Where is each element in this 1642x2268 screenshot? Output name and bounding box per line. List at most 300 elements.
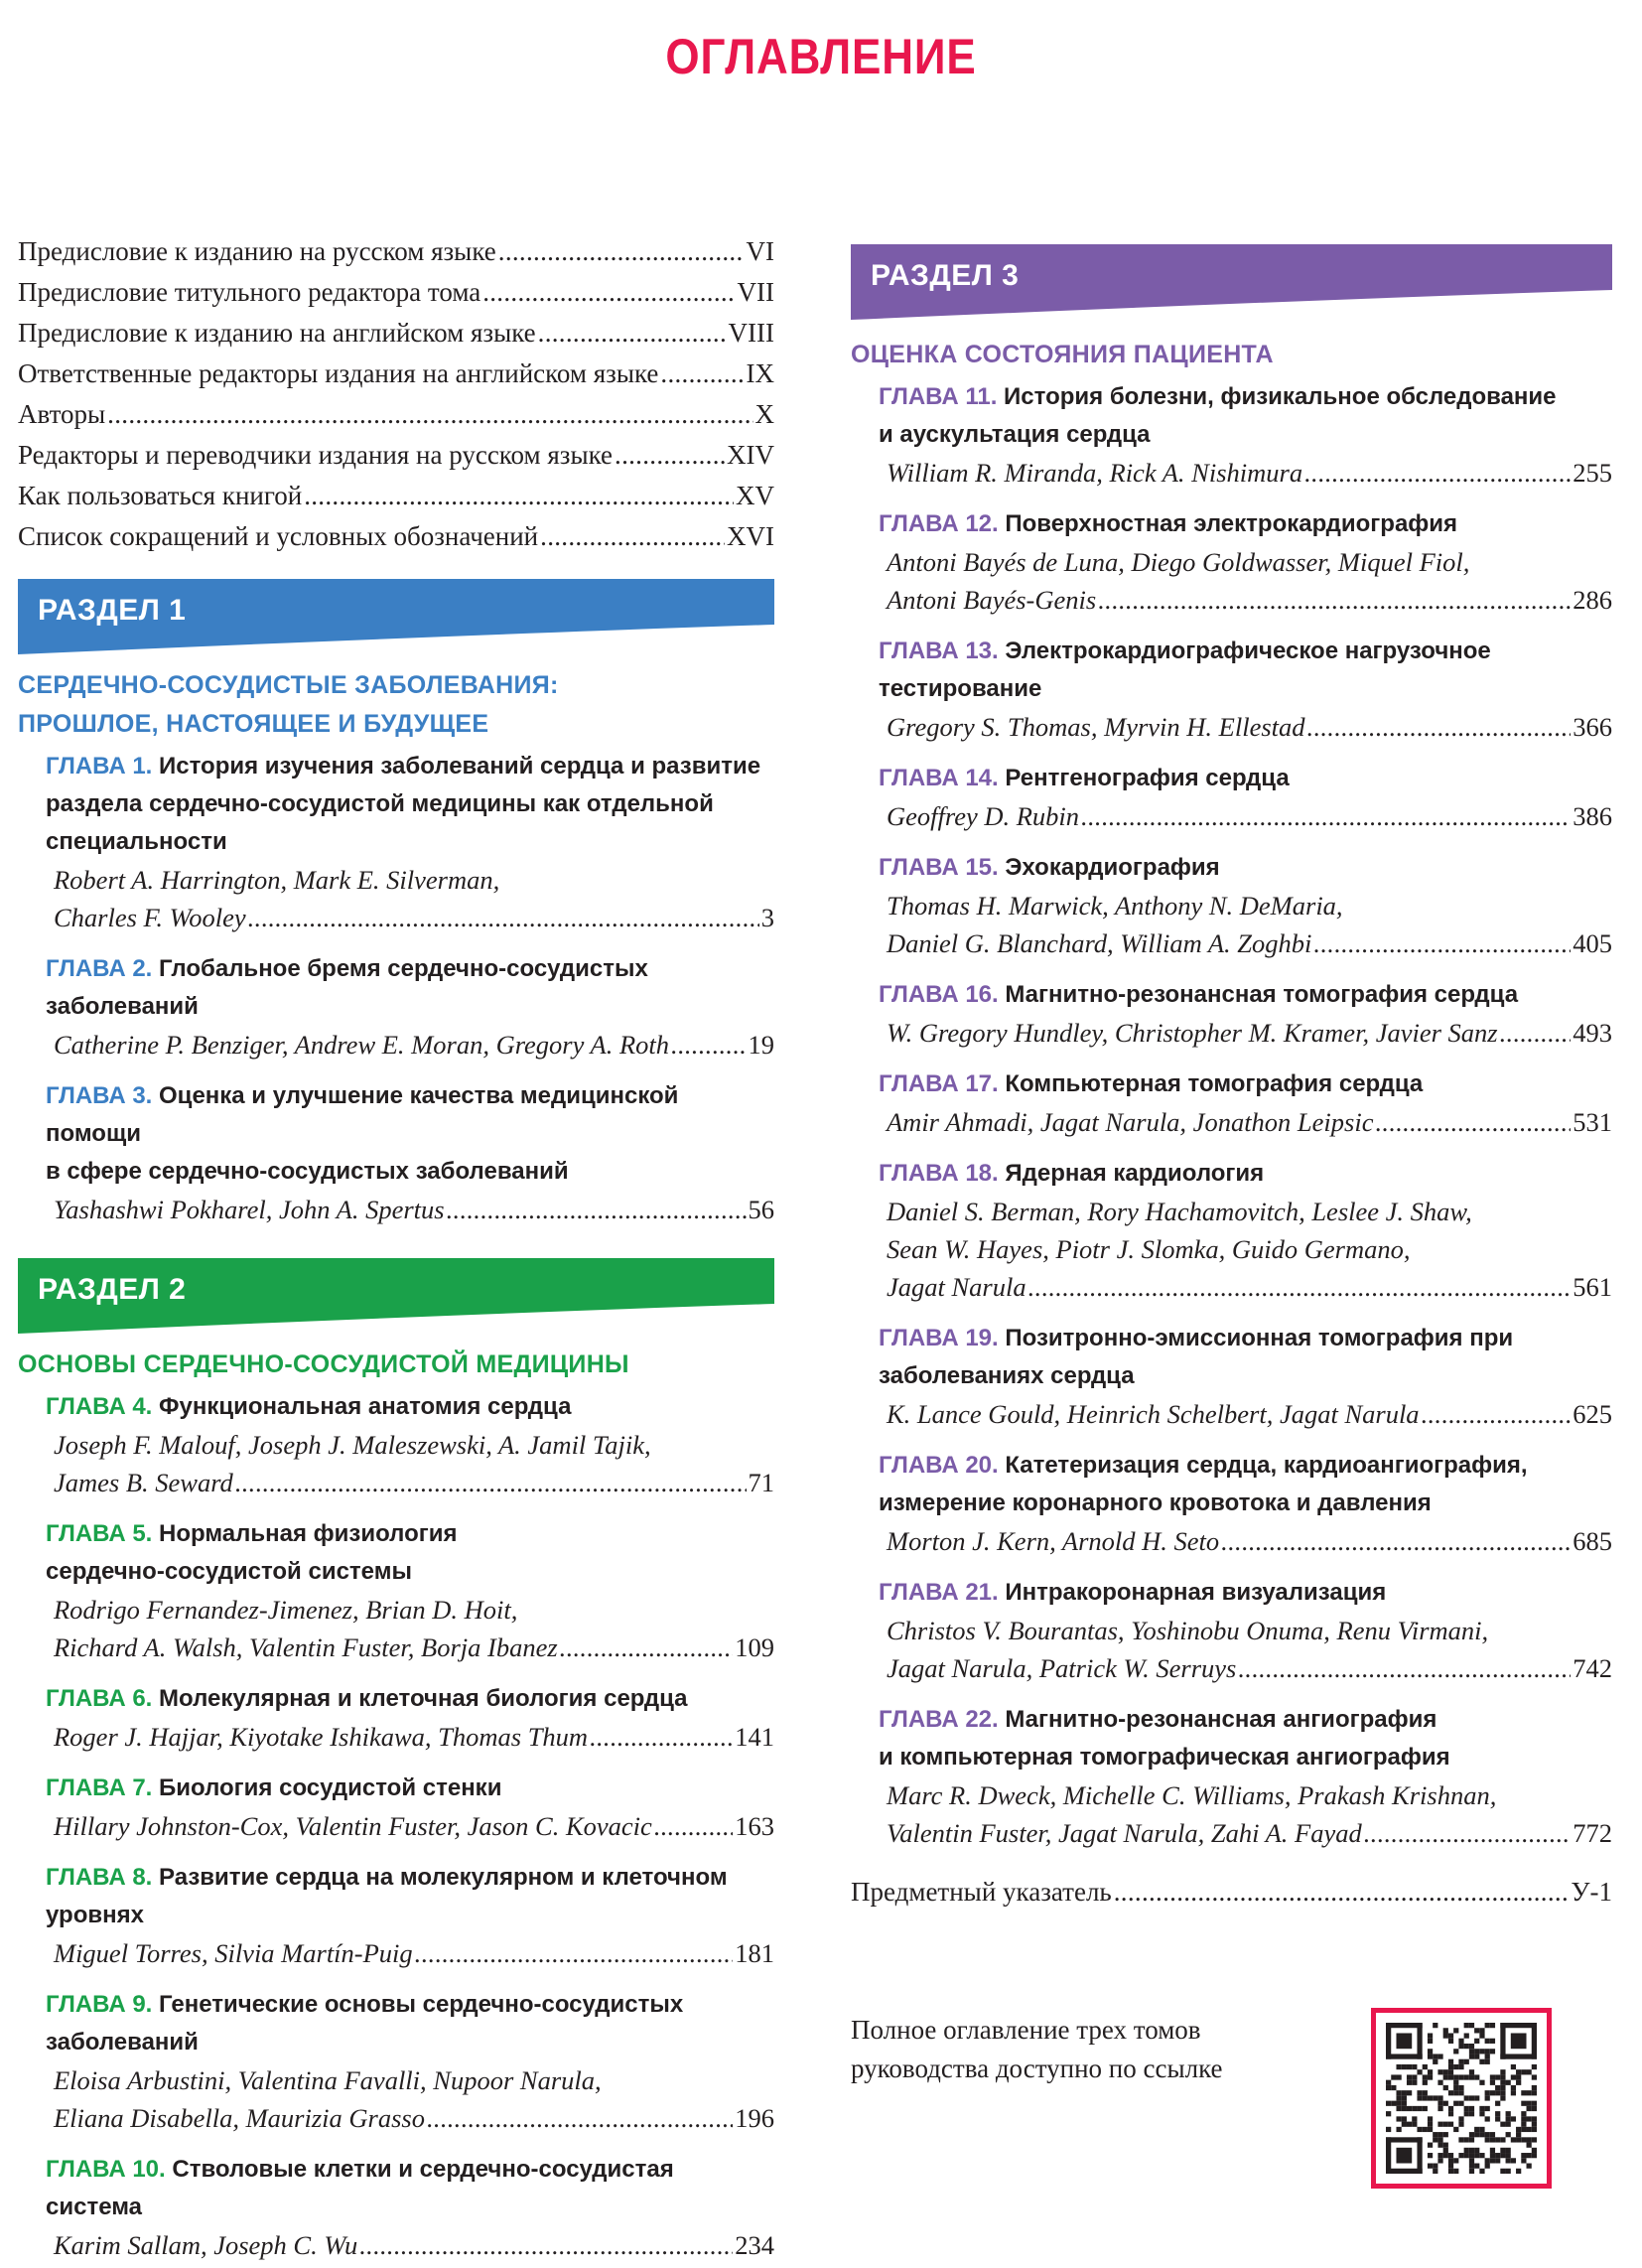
chapter-entry[interactable]	[46, 1388, 774, 1501]
author-names: Eliana Disabella, Maurizia Grasso	[54, 2103, 425, 2133]
qr-module	[1448, 2039, 1453, 2044]
chapter-entry[interactable]	[879, 849, 1612, 962]
chapter-entry[interactable]	[879, 1574, 1612, 1687]
front-matter-item[interactable]	[18, 516, 774, 557]
qr-module	[1448, 2033, 1453, 2038]
chapter-title-line: и аускультация сердца	[879, 421, 1151, 448]
qr-module	[1527, 2153, 1532, 2158]
qr-module	[1532, 2137, 1537, 2142]
chapter-authors	[54, 1807, 774, 1845]
front-matter-item[interactable]	[18, 231, 774, 272]
qr-module	[1453, 2101, 1458, 2106]
leader-dots	[1221, 1522, 1571, 1560]
chapter-page: 109	[735, 1632, 774, 1662]
qr-module	[1500, 2095, 1505, 2100]
chapter-title-line: уровнях	[46, 1902, 144, 1928]
qr-module	[1386, 2085, 1391, 2090]
leader-dots	[1500, 1014, 1572, 1052]
qr-module	[1417, 2106, 1422, 2111]
chapter-title-text: Эхокардиография	[1005, 854, 1220, 881]
qr-module	[1412, 2064, 1417, 2069]
chapter-entry[interactable]	[46, 1986, 774, 2137]
qr-caption	[851, 2011, 1268, 2088]
qr-module	[1428, 2054, 1433, 2058]
chapter-authors	[54, 2061, 774, 2137]
chapter-authors	[887, 454, 1612, 492]
chapter-title-line: в сфере сердечно-сосудистых заболеваний	[46, 1158, 569, 1185]
qr-module	[1527, 2106, 1532, 2111]
qr-caption-line: руководства доступно по ссылке	[851, 2054, 1223, 2083]
qr-module	[1423, 2064, 1428, 2069]
qr-module	[1479, 2049, 1484, 2054]
qr-module	[1485, 2049, 1490, 2054]
chapter-number: ГЛАВА 10.	[46, 2156, 166, 2183]
author-names: Antoni Bayés-Genis	[887, 585, 1097, 615]
author-names: Valentin Fuster, Jagat Narula, Zahi A. Fayad	[887, 1818, 1362, 1848]
qr-module	[1516, 2074, 1521, 2079]
qr-module	[1474, 2127, 1479, 2132]
qr-module	[1402, 2101, 1407, 2106]
chapter-page: 19	[748, 1030, 774, 1060]
qr-module	[1511, 2137, 1516, 2142]
qr-module	[1448, 2074, 1453, 2079]
qr-module	[1490, 2153, 1495, 2158]
chapter-authors	[54, 1191, 774, 1228]
qr-module	[1485, 2137, 1490, 2142]
chapter-entry[interactable]	[879, 976, 1612, 1052]
chapter-heading	[46, 1770, 774, 1807]
front-matter-item[interactable]	[18, 313, 774, 354]
qr-finder-part	[1386, 2137, 1391, 2174]
qr-module	[1386, 2127, 1391, 2132]
left-column	[18, 231, 774, 2264]
qr-module	[1474, 2164, 1479, 2169]
qr-module	[1448, 2164, 1453, 2169]
qr-module	[1464, 2153, 1469, 2158]
qr-module	[1443, 2148, 1448, 2153]
qr-module	[1448, 2122, 1453, 2127]
section-banner-label: РАЗДЕЛ 2	[38, 1273, 187, 1306]
qr-finder-part	[1532, 2023, 1537, 2059]
chapter-page: 685	[1573, 1526, 1612, 1556]
qr-module	[1516, 2169, 1521, 2174]
front-matter-item[interactable]	[18, 476, 774, 516]
qr-module	[1428, 2116, 1433, 2121]
chapter-entry[interactable]	[46, 1859, 774, 1972]
chapter-title-line	[879, 1320, 1612, 1357]
qr-module	[1458, 2039, 1463, 2044]
qr-module	[1490, 2137, 1495, 2142]
chapter-authors	[887, 1522, 1612, 1560]
author-line: Rodrigo Fernandez-Jimenez, Brian D. Hoit,	[54, 1595, 518, 1625]
qr-module	[1448, 2158, 1453, 2163]
section-title-line: ПРОШЛОЕ, НАСТОЯЩЕЕ И БУДУЩЕЕ	[18, 710, 489, 738]
qr-module	[1479, 2111, 1484, 2116]
author-line-last	[887, 1649, 1612, 1687]
author-line-last	[887, 708, 1612, 746]
qr-module	[1490, 2039, 1495, 2044]
qr-module	[1396, 2090, 1401, 2095]
chapter-entry[interactable]	[879, 760, 1612, 835]
leader-dots	[235, 1464, 747, 1501]
qr-module	[1423, 2106, 1428, 2111]
qr-module	[1490, 2023, 1495, 2028]
qr-module	[1428, 2153, 1433, 2158]
qr-module	[1532, 2064, 1537, 2069]
chapter-title-line	[46, 1515, 774, 1553]
leader-dots	[1114, 1872, 1570, 1912]
chapter-entry[interactable]	[46, 1515, 774, 1666]
chapter-title-line	[879, 1065, 1612, 1103]
qr-module	[1407, 2074, 1412, 2079]
leader-dots	[654, 1807, 733, 1845]
chapter-entry[interactable]	[879, 633, 1612, 746]
qr-module	[1474, 2054, 1479, 2058]
qr-module	[1490, 2158, 1495, 2163]
chapter-title-line	[46, 1859, 774, 1897]
chapter-entry[interactable]	[879, 1155, 1612, 1306]
section-banner	[851, 244, 1612, 320]
qr-module	[1532, 2127, 1537, 2132]
chapter-heading	[46, 950, 774, 1026]
chapter-page: 56	[748, 1195, 774, 1224]
qr-module	[1469, 2044, 1474, 2049]
qr-module	[1469, 2132, 1474, 2137]
chapter-number: ГЛАВА 15.	[879, 854, 999, 881]
chapter-page: 255	[1573, 458, 1612, 488]
qr-finder-part	[1396, 2033, 1412, 2049]
qr-module	[1521, 2116, 1526, 2121]
chapter-title-line	[46, 1388, 774, 1426]
qr-module	[1532, 2116, 1537, 2121]
chapter-heading	[879, 1320, 1612, 1395]
chapter-number: ГЛАВА 8.	[46, 1864, 153, 1891]
chapter-entry[interactable]	[46, 1770, 774, 1845]
chapter-title-text: Магнитно-резонансная томография сердца	[1005, 981, 1519, 1008]
qr-module	[1500, 2085, 1505, 2090]
qr-module	[1532, 2074, 1537, 2079]
front-matter-page: X	[754, 399, 774, 429]
qr-module	[1391, 2074, 1396, 2079]
qr-module	[1521, 2069, 1526, 2074]
chapter-title-text: Молекулярная и клеточная биология сердца	[159, 1685, 688, 1712]
index-entry[interactable]	[851, 1872, 1612, 1912]
qr-module	[1490, 2090, 1495, 2095]
chapter-title-line	[46, 1986, 774, 2024]
qr-module	[1469, 2054, 1474, 2058]
leader-dots	[1028, 1268, 1572, 1306]
front-matter-item[interactable]	[18, 272, 774, 313]
author-line-last	[54, 1718, 774, 1756]
qr-module	[1407, 2080, 1412, 2085]
qr-module	[1485, 2164, 1490, 2169]
chapter-title-line	[879, 1155, 1612, 1193]
front-matter-page: IX	[746, 358, 774, 388]
section-title-line: ОСНОВЫ СЕРДЕЧНО-СОСУДИСТОЙ МЕДИЦИНЫ	[18, 1350, 629, 1378]
qr-module	[1469, 2111, 1474, 2116]
qr-module	[1521, 2127, 1526, 2132]
front-matter-item[interactable]	[18, 394, 774, 435]
author-line-last	[887, 1395, 1612, 1433]
leader-dots	[415, 1934, 734, 1972]
qr-module	[1485, 2132, 1490, 2137]
qr-module	[1464, 2095, 1469, 2100]
chapter-title-line	[879, 378, 1612, 416]
chapter-entry[interactable]	[879, 1320, 1612, 1433]
qr-module	[1516, 2132, 1521, 2137]
qr-module	[1495, 2090, 1500, 2095]
qr-module	[1490, 2080, 1495, 2085]
qr-module	[1453, 2028, 1458, 2033]
qr-module	[1521, 2101, 1526, 2106]
chapter-number: ГЛАВА 4.	[46, 1393, 153, 1420]
chapter-title-line	[879, 1574, 1612, 1612]
qr-module	[1532, 2148, 1537, 2153]
author-names: K. Lance Gould, Heinrich Schelbert, Jagat Narula	[887, 1399, 1420, 1429]
qr-module	[1500, 2153, 1505, 2158]
chapter-page: 366	[1573, 712, 1612, 742]
qr-module	[1469, 2074, 1474, 2079]
chapter-authors	[54, 1718, 774, 1756]
qr-module	[1495, 2101, 1500, 2106]
qr-module	[1464, 2137, 1469, 2142]
author-line: Robert A. Harrington, Mark E. Silverman,	[54, 865, 500, 895]
qr-module	[1458, 2122, 1463, 2127]
author-line-last	[887, 1103, 1612, 1141]
chapter-authors	[54, 1934, 774, 1972]
chapter-entry[interactable]	[46, 1077, 774, 1228]
chapter-title-line: заболеваниях сердца	[879, 1362, 1135, 1389]
qr-module	[1527, 2143, 1532, 2148]
qr-module	[1437, 2095, 1442, 2100]
chapter-entry[interactable]	[46, 1680, 774, 1756]
qr-module	[1521, 2158, 1526, 2163]
qr-module	[1511, 2074, 1516, 2079]
chapter-entry[interactable]	[879, 1065, 1612, 1141]
chapter-title-line	[879, 1701, 1612, 1739]
chapter-title-text: Рентгенография сердца	[1005, 765, 1290, 791]
chapter-title-line	[879, 1447, 1612, 1485]
qr-module	[1407, 2064, 1412, 2069]
chapter-title-text: Нормальная физиология	[159, 1520, 458, 1547]
qr-module	[1527, 2164, 1532, 2169]
chapter-heading	[46, 1986, 774, 2061]
qr-module	[1532, 2122, 1537, 2127]
qr-module	[1464, 2059, 1469, 2064]
qr-module	[1532, 2106, 1537, 2111]
qr-finder-part	[1500, 2054, 1537, 2058]
leader-dots	[447, 1191, 747, 1228]
author-line-last	[887, 454, 1612, 492]
qr-finder-part	[1511, 2033, 1527, 2049]
qr-module	[1469, 2158, 1474, 2163]
qr-code-icon[interactable]	[1371, 2008, 1552, 2189]
chapter-heading	[879, 505, 1612, 543]
chapter-number: ГЛАВА 7.	[46, 1774, 153, 1801]
chapter-title-line: сердечно-сосудистой системы	[46, 1558, 412, 1585]
qr-finder-part	[1386, 2023, 1391, 2059]
qr-module	[1506, 2080, 1511, 2085]
chapter-title-line: и компьютерная томографическая ангиография	[879, 1744, 1450, 1771]
qr-module	[1485, 2095, 1490, 2100]
chapter-page: 386	[1573, 801, 1612, 831]
qr-module	[1443, 2033, 1448, 2038]
qr-module	[1464, 2148, 1469, 2153]
author-names: Karim Sallam, Joseph C. Wu	[54, 2230, 358, 2260]
qr-module	[1386, 2080, 1391, 2085]
qr-module	[1485, 2106, 1490, 2111]
chapter-page: 141	[735, 1722, 774, 1752]
qr-module	[1433, 2095, 1437, 2100]
front-matter-label: Как пользоваться книгой	[18, 481, 303, 510]
qr-module	[1516, 2127, 1521, 2132]
chapter-entry[interactable]	[879, 1701, 1612, 1852]
qr-module	[1485, 2158, 1490, 2163]
chapter-page: 163	[735, 1811, 774, 1841]
chapter-number: ГЛАВА 12.	[879, 510, 999, 537]
chapter-authors	[887, 543, 1612, 619]
leader-dots	[540, 516, 725, 557]
chapter-entry[interactable]	[46, 950, 774, 1063]
qr-module	[1527, 2137, 1532, 2142]
qr-module	[1500, 2080, 1505, 2085]
author-line-last	[54, 1934, 774, 1972]
qr-module	[1402, 2116, 1407, 2121]
qr-module	[1453, 2080, 1458, 2085]
chapter-page: 561	[1573, 1272, 1612, 1302]
qr-module	[1458, 2137, 1463, 2142]
qr-module	[1458, 2059, 1463, 2064]
qr-module	[1532, 2101, 1537, 2106]
index-page: У-1	[1571, 1877, 1612, 1907]
chapter-number: ГЛАВА 13.	[879, 638, 999, 664]
front-matter-page: XVI	[727, 521, 774, 551]
qr-module	[1500, 2137, 1505, 2142]
qr-module	[1443, 2069, 1448, 2074]
qr-module	[1386, 2111, 1391, 2116]
qr-module	[1500, 2074, 1505, 2079]
qr-module	[1437, 2158, 1442, 2163]
qr-module	[1469, 2137, 1474, 2142]
leader-dots	[498, 231, 745, 272]
section-title	[851, 336, 1612, 374]
qr-module	[1506, 2158, 1511, 2163]
qr-module	[1458, 2074, 1463, 2079]
qr-module	[1428, 2069, 1433, 2074]
chapter-title-text: Развитие сердца на молекулярном и клеточном	[159, 1864, 728, 1891]
leader-dots	[1422, 1395, 1572, 1433]
leader-dots	[671, 1026, 746, 1063]
chapter-title-text: Компьютерная томография сердца	[1005, 1070, 1424, 1097]
chapter-entry[interactable]	[879, 378, 1612, 492]
qr-module	[1527, 2116, 1532, 2121]
author-names: Miguel Torres, Silvia Martín-Puig	[54, 1938, 413, 1968]
qr-module	[1423, 2127, 1428, 2132]
qr-module	[1516, 2080, 1521, 2085]
qr-module	[1453, 2158, 1458, 2163]
qr-module	[1428, 2033, 1433, 2038]
qr-module	[1511, 2116, 1516, 2121]
author-names: James B. Seward	[54, 1468, 233, 1497]
qr-module	[1479, 2059, 1484, 2064]
chapter-title-line	[879, 760, 1612, 797]
leader-dots	[560, 1629, 734, 1666]
qr-finder-part	[1386, 2137, 1423, 2142]
author-names: Charles F. Wooley	[54, 903, 246, 932]
chapter-number: ГЛАВА 22.	[879, 1706, 999, 1733]
qr-module	[1417, 2127, 1422, 2132]
qr-module	[1386, 2101, 1391, 2106]
chapter-title-line	[879, 976, 1612, 1014]
qr-module	[1443, 2074, 1448, 2079]
chapter-title-line: заболеваний	[46, 2029, 199, 2055]
leader-dots	[1238, 1649, 1571, 1687]
chapter-authors	[887, 1193, 1612, 1306]
qr-module	[1453, 2169, 1458, 2174]
front-matter-page: XIV	[727, 440, 774, 470]
chapter-heading	[879, 1574, 1612, 1612]
chapter-entry[interactable]	[879, 1447, 1612, 1560]
author-line: Marc R. Dweck, Michelle C. Williams, Prakash Krishnan,	[887, 1780, 1497, 1810]
qr-module	[1469, 2106, 1474, 2111]
front-matter-label: Предисловие титульного редактора тома	[18, 277, 481, 307]
front-matter-item[interactable]	[18, 435, 774, 476]
chapter-number: ГЛАВА 18.	[879, 1160, 999, 1187]
chapter-entry[interactable]	[46, 2151, 774, 2264]
qr-module	[1448, 2059, 1453, 2064]
qr-module	[1417, 2069, 1422, 2074]
chapter-title-line: специальности	[46, 828, 227, 855]
qr-module	[1490, 2148, 1495, 2153]
qr-module	[1396, 2116, 1401, 2121]
chapter-title-text: Функциональная анатомия сердца	[159, 1393, 572, 1420]
author-line-last	[887, 581, 1612, 619]
chapter-number: ГЛАВА 1.	[46, 753, 153, 780]
qr-module	[1391, 2085, 1396, 2090]
front-matter-item[interactable]	[18, 354, 774, 394]
chapter-title-line	[879, 505, 1612, 543]
chapter-title-line	[46, 748, 774, 785]
author-line-last	[54, 1629, 774, 1666]
chapter-entry[interactable]	[46, 748, 774, 936]
qr-module	[1469, 2049, 1474, 2054]
qr-module	[1448, 2111, 1453, 2116]
qr-module	[1458, 2064, 1463, 2069]
chapter-heading	[879, 849, 1612, 887]
chapter-authors	[887, 1612, 1612, 1687]
qr-module	[1458, 2116, 1463, 2121]
chapter-heading	[879, 378, 1612, 454]
qr-module	[1479, 2033, 1484, 2038]
chapter-title-text: Магнитно-резонансная ангиография	[1005, 1706, 1437, 1733]
chapter-title-text: Ядерная кардиология	[1005, 1160, 1265, 1187]
front-matter-label: Предисловие к изданию на русском языке	[18, 236, 496, 266]
author-names: Morton J. Kern, Arnold H. Seto	[887, 1526, 1220, 1556]
qr-module	[1506, 2148, 1511, 2153]
chapter-heading	[879, 1447, 1612, 1522]
chapter-entry[interactable]	[879, 505, 1612, 619]
chapter-authors	[887, 1014, 1612, 1052]
section-3	[851, 244, 1612, 1852]
qr-module	[1448, 2153, 1453, 2158]
section-title	[18, 1346, 774, 1384]
chapter-authors	[54, 1426, 774, 1501]
qr-module	[1428, 2164, 1433, 2169]
front-matter-label: Предисловие к изданию на английском языке	[18, 318, 536, 348]
chapter-title-text: Интракоронарная визуализация	[1005, 1579, 1387, 1606]
qr-module	[1500, 2090, 1505, 2095]
qr-module	[1485, 2023, 1490, 2028]
